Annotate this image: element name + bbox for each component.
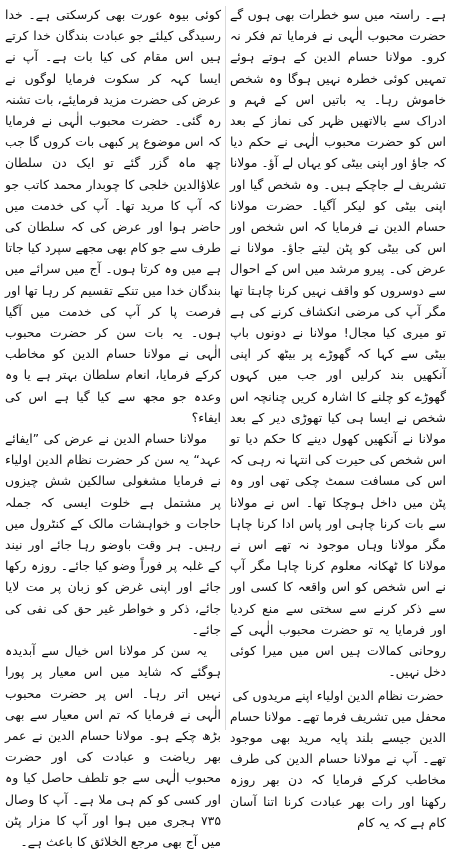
right-column-paragraph-2: محفل میں تشریف فرما تھے۔ مولانا حسام الدین جیسے بلند پایہ مرید بھی موجود تھے۔ آپ نے مولانا حسام الدین کی طرف مخاطب کرکے فرمایا کہ دن بھر روزہ رکھنا اور رات بھر عبادت کرنا اتنا آسان کام ہے کہ یہ کام bbox=[230, 708, 446, 830]
right-column bbox=[230, 4, 446, 830]
right-column-paragraph-1: ہے۔ راستہ میں سو خطرات بھی ہوں گے حضرت محبوب الٰہی نے فرمایا تم فکر نہ کرو۔ مولانا حسام الدین کے ہوتے ہوئے تمہیں کوئی خطرہ نہیں ہوگا وہ شخص خاموش رہا۔ یہ باتیں اس کے فہم و ادراک سے بالاتھیں ظہر کی نماز کے بعد اس کو حضرت محبوب الٰہی نے حکم دیا کہ جاؤ اور اپنی بیٹی کو یہاں لے آؤ۔ مولانا تشریف لے جاچکے ہیں۔ وہ شخص گیا اور اپنی بیٹی کو لیکر آگیا۔ حضرت مولانا حسام الدین نے فرمایا کہ اس شخص اور اس کی بیٹی کو پٹن لیتے جاؤ۔ مولانا نے عرض کی۔ پیرو مرشد میں اس کے احوال سے دوسروں کو واقف نہیں کرنا چاہتا تھا مگر آپ کی مرضی انکشاف کرنے کی ہے تو میری کیا مجال! مولانا نے دونوں باپ بیٹی سے کہا کہ گھوڑے پر بیٹھ کر اپنی آنکھیں بند کرلیں اور جب میں کہوں گھوڑے کو چلنے کا اشارہ کریں چنانچہ اس شخص نے ایسا ہی کیا تھوڑی دیر کے بعد مولانا نے آنکھیں کھول دینے کا حکم دیا تو اس شخص کی حیرت کی انتہا نہ رہی کہ اس کی مسافت سمٹ چکی تھی اور وہ پٹن میں داخل ہوچکا تھا۔ اس نے مولانا سے بات کرنا چاہی اور پاس ادا کرنا چاہا مگر مولانا وہاں موجود نہ تھے اس نے مولانا کا ٹھکانہ معلوم کرنا چاہا مگر آپ نے اس شخص کو اس واقعہ کا کسی اور سے ذکر کرنے سے سختی سے منع کردیا اور فرمایا یہ تو حضرت محبوب الٰہی کے روحانی کمالات ہیں اس میں میرا کوئی دخل نہیں۔ bbox=[230, 7, 446, 680]
left-column-paragraph-3: یہ سن کر مولانا اس خیال سے آبدیدہ ہوگئے کہ شاید میں اس معیار پر پورا نہیں اتر رہا۔ اس پر حضرت محبوب الٰہی نے فرمایا کہ تم اس معیار سے بھی بڑھ چکے ہو۔ مولانا حسام الدین نے عمر بھر ریاضت و عبادت کی اور حضرت محبوب الٰہی سے جو تلطف حاصل کیا وہ اور کسی کو کم ہی ملا ہے۔ آپ کا وصال ۷۳۵ ہجری میں ہوا اور آپ کا مزار پٹن میں آج بھی مرجع الخلائق کا باعث ہے۔ bbox=[5, 643, 221, 849]
left-column-paragraph-1: کوئی بیوہ عورت بھی کرسکتی ہے۔ خدا رسیدگی کیلئے جو عبادت بندگان خدا کرتے ہیں اس مقام کی کیا بات ہے۔ آپ نے ایسا کہہ کر سکوت فرمایا لوگوں نے عرض کی حضرت مزید فرمایئے، بات تشنہ رہ گئی۔ حضرت محبوب الٰہی نے فرمایا کہ اس موضوع پر کبھی بات کروں گا جب چھ ماہ گزر گئے تو ایک دن سلطان علاؤالدین خلجی کا چوبدار محمد کاتب جو کہ آپ کا مرید تھا۔ آپ کی خدمت میں حاضر ہوا اور عرض کی کہ سلطان کی طرف سے جو کام بھی مجھے سپرد کیا جاتا ہے میں وہ کرتا ہوں۔ آج میں سرائے میں بندگان خدا میں تنکے تقسیم کر رہا تھا اور فرصت پا کر آپ کی خدمت میں آگیا ہوں۔ یہ بات سن کر حضرت محبوب الٰہی نے مولانا حسام الدین کو مخاطب کرکے فرمایا، انعام سلطان بہتر ہے یا وہ وعدہ جو مجھ سے کیا گیا ہے اس کی ایفاء؟ bbox=[5, 7, 221, 425]
left-column-paragraph-2: مولانا حسام الدین نے عرض کی ”ایفائے عہد“ یہ سن کر حضرت نظام الدین اولیاء نے فرمایا مشغولی سالکین شش چیزوں پر مشتمل ہے خلوت ایسی کہ جملہ حاجات و خواہشات مالک کے کنٹرول میں رہیں۔ ہر وقت باوضو رہا جائے اور نیند کے غلبہ پر فوراً وضو کیا جائے۔ روزہ رکھا جائے اور اپنی غرض کو زبان پر مت لایا جائے، ذکر و خواطر غیر حق کی نفی کی جائے۔ bbox=[5, 431, 221, 637]
left-column bbox=[5, 4, 221, 849]
right-column-heading: حضرت نظام الدین اولیاء اپنے مریدوں کی bbox=[232, 687, 444, 703]
column-divider bbox=[225, 6, 226, 730]
